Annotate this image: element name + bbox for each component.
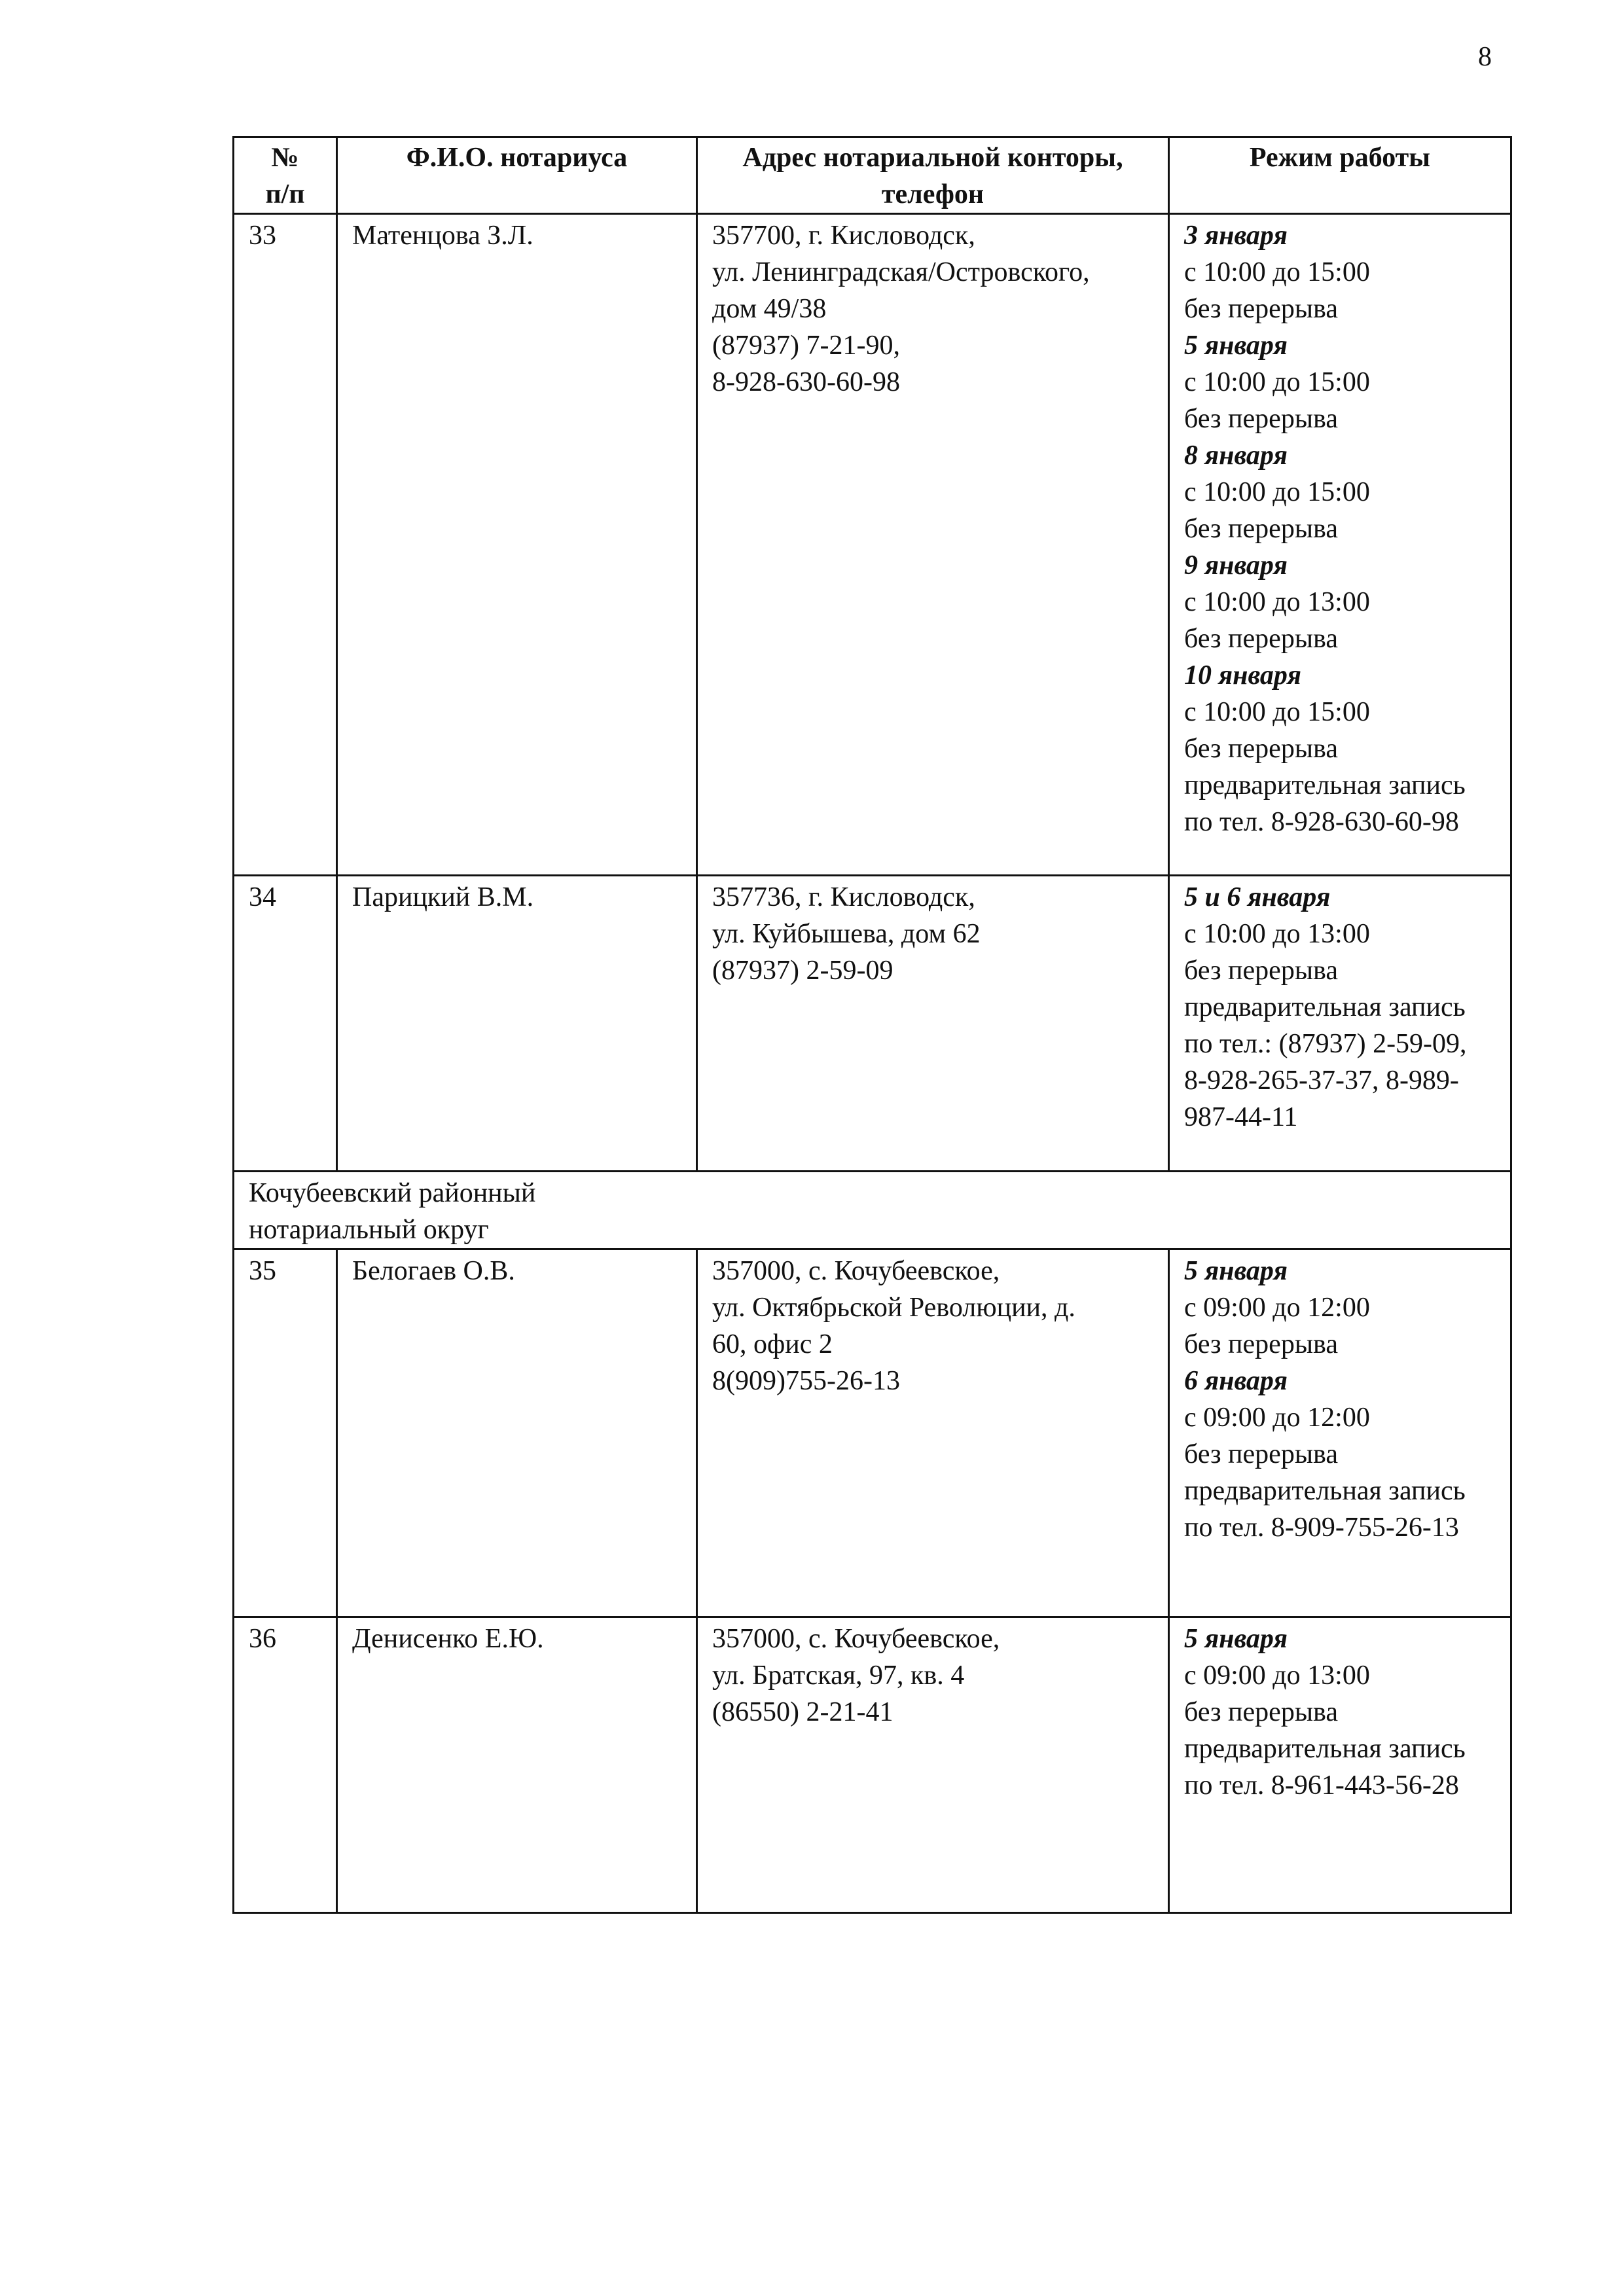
schedule-note: без перерыва	[1184, 514, 1338, 544]
schedule-day: 5 января	[1184, 331, 1288, 361]
schedule-hours: с 10:00 до 15:00	[1184, 367, 1370, 397]
header-schedule-line: Режим работы	[1249, 143, 1431, 173]
row-num: 34	[234, 876, 337, 1172]
header-name	[337, 137, 697, 214]
schedule-hours: с 09:00 до 12:00	[1184, 1293, 1370, 1323]
row-schedule	[1169, 1249, 1511, 1617]
address-line: ул. Братская, 97, кв. 4	[712, 1660, 965, 1691]
address-line: 357736, г. Кисловодск,	[712, 882, 975, 912]
appointment-line: по тел. 8-909-755-26-13	[1184, 1513, 1459, 1543]
appointment-line: предварительная запись	[1184, 992, 1466, 1022]
appointment-line: 987-44-11	[1184, 1102, 1298, 1132]
schedule-day: 9 января	[1184, 550, 1288, 581]
row-num: 33	[234, 214, 337, 876]
row-address	[697, 214, 1169, 876]
appointment-line: по тел. 8-961-443-56-28	[1184, 1770, 1459, 1801]
schedule-note: без перерыва	[1184, 1439, 1338, 1469]
appointment-line: по тел.: (87937) 2-59-09,	[1184, 1029, 1467, 1059]
schedule-day: 3 января	[1184, 221, 1288, 251]
address-line: ул. Ленинградская/Островского,	[712, 257, 1090, 287]
header-address-line: телефон	[881, 179, 984, 209]
row-schedule	[1169, 1617, 1511, 1913]
schedule-note: без перерыва	[1184, 1697, 1338, 1727]
schedule-day: 5 января	[1184, 1256, 1288, 1286]
address-line: дом 49/38	[712, 294, 827, 324]
schedule-hours: с 10:00 до 15:00	[1184, 477, 1370, 507]
header-name-line: Ф.И.О. нотариуса	[406, 143, 628, 173]
schedule-note: без перерыва	[1184, 624, 1338, 654]
region-title-line: Кочубеевский районный	[249, 1178, 536, 1208]
row-name: Матенцова З.Л.	[337, 214, 697, 876]
address-line: 8(909)755-26-13	[712, 1366, 900, 1396]
row-name: Парицкий В.М.	[337, 876, 697, 1172]
page-number: 8	[1478, 42, 1492, 72]
address-line: 357000, с. Кочубеевское,	[712, 1256, 1000, 1286]
header-num-line: п/п	[265, 179, 305, 209]
region-row	[234, 1172, 1511, 1249]
appointment-line: предварительная запись	[1184, 770, 1466, 800]
address-line: 357700, г. Кисловодск,	[712, 221, 975, 251]
row-name: Денисенко Е.Ю.	[337, 1617, 697, 1913]
address-line: ул. Куйбышева, дом 62	[712, 919, 981, 949]
row-name: Белогаев О.В.	[337, 1249, 697, 1617]
address-line: 357000, с. Кочубеевское,	[712, 1624, 1000, 1654]
schedule-note: без перерыва	[1184, 956, 1338, 986]
row-num: 35	[234, 1249, 337, 1617]
address-line: (87937) 7-21-90,	[712, 331, 900, 361]
address-line: 8-928-630-60-98	[712, 367, 900, 397]
schedule-hours: с 10:00 до 15:00	[1184, 257, 1370, 287]
row-num: 36	[234, 1617, 337, 1913]
row-schedule	[1169, 876, 1511, 1172]
schedule-hours: с 10:00 до 13:00	[1184, 587, 1370, 617]
table-row	[234, 214, 1511, 876]
row-address	[697, 1249, 1169, 1617]
table-header-row	[234, 137, 1511, 214]
appointment-line: по тел. 8-928-630-60-98	[1184, 807, 1459, 837]
header-num-line: №	[271, 143, 299, 173]
address-line: (87937) 2-59-09	[712, 956, 893, 986]
schedule-hours: с 09:00 до 13:00	[1184, 1660, 1370, 1691]
address-line: 60, офис 2	[712, 1329, 833, 1359]
schedule-day: 5 и 6 января	[1184, 882, 1331, 912]
header-num	[234, 137, 337, 214]
header-address-line: Адрес нотариальной конторы,	[742, 143, 1123, 173]
row-address	[697, 1617, 1169, 1913]
appointment-line: предварительная запись	[1184, 1734, 1466, 1764]
table-row	[234, 876, 1511, 1172]
region-title	[234, 1172, 1511, 1249]
address-line: (86550) 2-21-41	[712, 1697, 893, 1727]
appointment-line: 8-928-265-37-37, 8-989-	[1184, 1066, 1459, 1096]
schedule-hours: с 10:00 до 13:00	[1184, 919, 1370, 949]
schedule-note: без перерыва	[1184, 734, 1338, 764]
schedule-day: 5 января	[1184, 1624, 1288, 1654]
address-line: ул. Октябрьской Революции, д.	[712, 1293, 1075, 1323]
schedule-hours: с 09:00 до 12:00	[1184, 1403, 1370, 1433]
header-schedule	[1169, 137, 1511, 214]
row-address	[697, 876, 1169, 1172]
row-schedule	[1169, 214, 1511, 876]
appointment-line: предварительная запись	[1184, 1476, 1466, 1506]
schedule-note: без перерыва	[1184, 404, 1338, 434]
schedule-day: 10 января	[1184, 660, 1302, 691]
schedule-note: без перерыва	[1184, 294, 1338, 324]
table-row	[234, 1617, 1511, 1913]
schedule-note: без перерыва	[1184, 1329, 1338, 1359]
schedule-day: 6 января	[1184, 1366, 1288, 1396]
schedule-day: 8 января	[1184, 440, 1288, 471]
table-row	[234, 1249, 1511, 1617]
header-address	[697, 137, 1169, 214]
notaries-table	[232, 136, 1512, 1914]
region-title-line: нотариальный округ	[249, 1215, 489, 1245]
schedule-hours: с 10:00 до 15:00	[1184, 697, 1370, 727]
